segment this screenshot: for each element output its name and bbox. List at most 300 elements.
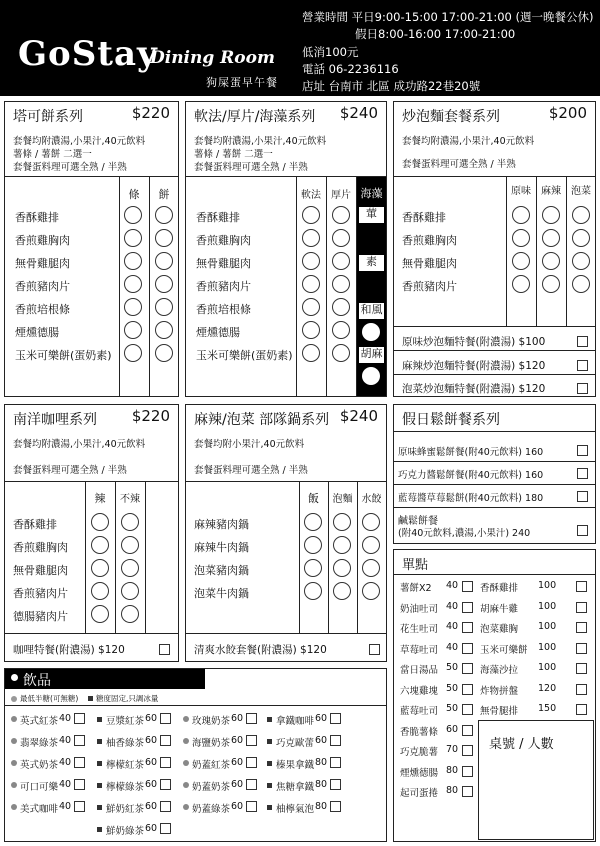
- square-icon: [97, 761, 102, 766]
- drink-price: 80: [315, 779, 328, 790]
- square-icon: [267, 805, 272, 810]
- single-item-price: 80: [446, 764, 459, 776]
- square-icon: [267, 783, 272, 788]
- drink-name: 檸檬紅茶: [106, 760, 145, 771]
- menu-item: 德腸豬肉片: [13, 610, 68, 623]
- menu-item: 香酥雞排: [402, 211, 446, 224]
- single-item-price: 40: [446, 621, 459, 632]
- single-item-name: 香脆薯條: [400, 726, 439, 738]
- col-header: 水餃: [361, 494, 382, 505]
- select-circle[interactable]: [572, 206, 590, 224]
- checkbox[interactable]: [246, 801, 257, 812]
- soft-note: 薯條 / 薯餅 二選一: [194, 149, 273, 160]
- single-item-name: 炸物拼盤: [480, 685, 519, 697]
- curry-section: [4, 404, 179, 662]
- menu-item: 香煎雞胸肉: [13, 541, 68, 554]
- select-circle[interactable]: [542, 229, 560, 247]
- single-item-name: 起司蛋捲: [400, 788, 439, 799]
- select-circle[interactable]: [304, 513, 322, 531]
- select-circle[interactable]: [91, 536, 109, 554]
- spicy-note: 套餐均附小果汁,40元飲料: [194, 439, 305, 450]
- header-banner: [0, 0, 600, 96]
- checkbox[interactable]: [462, 643, 473, 654]
- select-circle[interactable]: [155, 344, 173, 362]
- menu-item: 香煎豬肉片: [402, 280, 457, 293]
- divider: [566, 176, 567, 326]
- square-icon: [267, 717, 272, 722]
- select-circle[interactable]: [121, 559, 139, 577]
- hours-line1: 營業時間 平日9:00-15:00 17:00-21:00 (週一晚餐公休): [302, 10, 594, 24]
- checkbox[interactable]: [74, 801, 85, 812]
- select-circle[interactable]: [91, 513, 109, 531]
- menu-item: 香煎豬肉片: [15, 280, 70, 293]
- drink-price: 60: [145, 757, 158, 768]
- checkbox[interactable]: [160, 735, 171, 746]
- square-icon: [97, 739, 102, 744]
- checkbox[interactable]: [462, 622, 473, 633]
- select-circle[interactable]: [302, 206, 320, 224]
- soft-section: [185, 101, 387, 397]
- menu-item: 香煎雞胸肉: [402, 234, 457, 247]
- square-icon: [97, 717, 102, 722]
- drinks-section: [4, 668, 387, 842]
- square-icon: [97, 827, 102, 832]
- checkbox[interactable]: [159, 644, 170, 655]
- menu-item: 香煎豬肉片: [13, 587, 68, 600]
- menu-item: 泡菜豬肉鍋: [194, 564, 249, 577]
- checkbox[interactable]: [576, 704, 587, 715]
- menu-item: 香煎雞胸肉: [196, 234, 251, 247]
- select-circle[interactable]: [362, 323, 380, 341]
- select-circle[interactable]: [91, 582, 109, 600]
- drinks-note: 糖度固定,只調冰量: [96, 694, 159, 703]
- phone: 電話 06-2236116: [302, 62, 399, 76]
- select-circle[interactable]: [155, 229, 173, 247]
- logo-cn: 狗屎蛋早午餐: [206, 76, 278, 89]
- checkbox[interactable]: [330, 735, 341, 746]
- noodle-section: [393, 101, 596, 397]
- checkbox[interactable]: [160, 713, 171, 724]
- spicy-section: [185, 404, 387, 662]
- select-circle[interactable]: [302, 344, 320, 362]
- dot-icon: [11, 782, 17, 788]
- muffin-item: 原味蜂蜜鬆餅餐(附40元飲料) 160: [398, 447, 544, 458]
- single-item-price: 50: [446, 662, 459, 673]
- dot-icon: [11, 696, 17, 702]
- divider: [145, 481, 146, 633]
- option-sesame: 胡麻: [359, 347, 384, 363]
- select-circle[interactable]: [332, 298, 350, 316]
- noodle-special: 泡菜炒泡麵特餐(附濃湯) $120: [402, 383, 546, 395]
- checkbox[interactable]: [246, 713, 257, 724]
- drink-name: 焦糖拿鐵: [276, 782, 315, 793]
- checkbox[interactable]: [160, 757, 171, 768]
- menu-item: 麻辣牛肉鍋: [194, 541, 249, 554]
- menu-item: 無骨雞腿肉: [402, 257, 457, 270]
- checkbox[interactable]: [577, 360, 588, 371]
- divider: [394, 461, 595, 462]
- checkbox[interactable]: [576, 602, 587, 613]
- checkbox[interactable]: [246, 779, 257, 790]
- muffin-section: [393, 404, 596, 544]
- spicy-title: 麻辣/泡菜 部隊鍋系列: [194, 412, 330, 428]
- drink-price: 60: [231, 801, 244, 812]
- divider: [394, 350, 595, 351]
- col-header: 原味: [511, 186, 531, 197]
- address: 店址 台南市 北區 成功路22巷20號: [302, 79, 481, 93]
- checkbox[interactable]: [330, 801, 341, 812]
- drink-name: 巧克歐蕾: [276, 738, 315, 749]
- checkbox[interactable]: [74, 735, 85, 746]
- dot-icon: [183, 716, 189, 722]
- dot-icon: [183, 738, 189, 744]
- curry-special: 咖哩特餐(附濃湯) $120: [13, 644, 125, 656]
- drink-name: 拿鐵咖啡: [276, 716, 315, 727]
- taco-note: 套餐蛋料理可選全熟 / 半熟: [13, 162, 127, 173]
- divider: [394, 574, 595, 575]
- select-circle[interactable]: [512, 206, 530, 224]
- dot-icon: [183, 804, 189, 810]
- dot-icon: [11, 716, 17, 722]
- select-circle[interactable]: [512, 229, 530, 247]
- single-item-price: 100: [538, 662, 557, 673]
- option-meat[interactable]: 葷: [359, 207, 384, 223]
- select-circle[interactable]: [332, 321, 350, 339]
- soft-note: 套餐蛋料理可選全熟 / 半熟: [194, 162, 308, 173]
- select-circle[interactable]: [362, 513, 380, 531]
- col-header: 軟法: [301, 190, 321, 201]
- col-header: 泡菜: [571, 186, 591, 197]
- single-item-name: 當日湯品: [400, 665, 439, 676]
- noodle-special: 麻辣炒泡麵特餐(附濃湯) $120: [402, 360, 546, 372]
- select-circle[interactable]: [124, 252, 142, 270]
- select-circle[interactable]: [124, 206, 142, 224]
- select-circle[interactable]: [332, 275, 350, 293]
- single-item-name: 煙燻德腸: [400, 767, 439, 779]
- checkbox[interactable]: [330, 713, 341, 724]
- muffin-salty-note: (附40元飲料,濃湯,小果汁) 240: [398, 528, 531, 539]
- seaweed-column: [357, 177, 386, 396]
- select-circle[interactable]: [332, 344, 350, 362]
- select-circle[interactable]: [512, 252, 530, 270]
- menu-item: 香煎培根條: [15, 303, 70, 316]
- menu-item: 煙燻德腸: [15, 326, 59, 339]
- select-circle[interactable]: [362, 559, 380, 577]
- drink-name: 英式紅茶: [20, 716, 59, 727]
- drink-price: 40: [59, 757, 72, 768]
- single-item-name: 香酥雞排: [480, 583, 519, 594]
- menu-item: 無骨雞腿肉: [13, 564, 68, 577]
- select-circle[interactable]: [542, 252, 560, 270]
- menu-item: 香酥雞排: [196, 211, 240, 224]
- divider: [394, 374, 595, 375]
- divider: [5, 705, 386, 706]
- select-circle[interactable]: [124, 298, 142, 316]
- select-circle[interactable]: [124, 344, 142, 362]
- col-header: 泡麵: [332, 494, 353, 505]
- dot-icon: [11, 760, 17, 766]
- single-item-name: 海藻沙拉: [480, 665, 519, 676]
- drink-name: 柚香綠茶: [106, 738, 145, 749]
- curry-price: $220: [131, 407, 170, 425]
- checkbox[interactable]: [462, 704, 473, 715]
- noodle-note: 套餐均附濃湯,小果汁,40元飲料: [402, 136, 535, 147]
- select-circle[interactable]: [304, 559, 322, 577]
- select-circle[interactable]: [362, 536, 380, 554]
- drink-price: 60: [231, 713, 244, 724]
- col-header: 辣: [94, 492, 106, 505]
- col-header: 厚片: [331, 190, 351, 201]
- menu-item: 麻辣豬肉鍋: [194, 518, 249, 531]
- checkbox[interactable]: [369, 644, 380, 655]
- select-circle[interactable]: [302, 252, 320, 270]
- drink-price: 40: [59, 801, 72, 812]
- select-circle[interactable]: [572, 275, 590, 293]
- drink-price: 60: [231, 757, 244, 768]
- divider: [5, 176, 178, 177]
- drink-price: 40: [59, 713, 72, 724]
- checkbox[interactable]: [576, 581, 587, 592]
- taco-note: 薯條 / 薯餅 二選一: [13, 149, 92, 160]
- divider: [149, 176, 150, 396]
- col-header: 不辣: [120, 494, 140, 505]
- curry-note: 套餐均附濃湯,小果汁,40元飲料: [13, 439, 146, 450]
- select-circle[interactable]: [304, 582, 322, 600]
- single-item-price: 40: [446, 641, 459, 653]
- drink-price: 80: [315, 801, 328, 812]
- select-circle[interactable]: [332, 206, 350, 224]
- checkbox[interactable]: [462, 725, 473, 736]
- menu-item: 香酥雞排: [15, 211, 59, 224]
- checkbox[interactable]: [160, 823, 171, 834]
- divider: [394, 431, 595, 432]
- menu-item: 香酥雞排: [13, 518, 57, 531]
- muffin-salty: 鹹鬆餅餐: [398, 516, 438, 527]
- drink-name: 榛果拿鐵: [276, 760, 315, 771]
- select-circle[interactable]: [302, 275, 320, 293]
- single-item-price: 100: [538, 621, 557, 632]
- single-item-price: 80: [446, 785, 459, 796]
- divider: [506, 176, 507, 326]
- drink-price: 60: [231, 779, 244, 790]
- square-icon: [88, 696, 93, 701]
- checkbox[interactable]: [576, 643, 587, 654]
- drink-price: 60: [145, 779, 158, 790]
- drink-price: 60: [145, 823, 158, 834]
- select-circle[interactable]: [121, 513, 139, 531]
- drinks-title: 飲品: [23, 673, 51, 689]
- checkbox[interactable]: [576, 663, 587, 674]
- select-circle[interactable]: [512, 275, 530, 293]
- single-item-price: 100: [538, 580, 557, 591]
- square-icon: [97, 805, 102, 810]
- checkbox[interactable]: [160, 779, 171, 790]
- checkbox[interactable]: [576, 622, 587, 633]
- checkbox[interactable]: [330, 779, 341, 790]
- select-circle[interactable]: [333, 582, 351, 600]
- select-circle[interactable]: [333, 559, 351, 577]
- checkbox[interactable]: [577, 525, 588, 536]
- table-number-box[interactable]: [478, 720, 594, 840]
- select-circle[interactable]: [121, 582, 139, 600]
- menu-item: 香煎培根條: [196, 303, 251, 316]
- hours-line2: 假日8:00-16:00 17:00-21:00: [355, 27, 516, 41]
- single-item-price: 100: [538, 600, 557, 612]
- checkbox[interactable]: [577, 468, 588, 479]
- logo: [18, 34, 288, 94]
- drink-name: 奶蓋奶茶: [192, 782, 231, 793]
- col-header: 海藻: [360, 187, 383, 200]
- checkbox[interactable]: [462, 684, 473, 695]
- noodle-title: 炒泡麵套餐系列: [402, 109, 500, 125]
- col-header: 條: [128, 188, 140, 201]
- checkbox[interactable]: [577, 491, 588, 502]
- single-section: [393, 549, 596, 842]
- divider: [394, 484, 595, 485]
- select-circle[interactable]: [124, 321, 142, 339]
- drinks-header: [5, 669, 205, 689]
- select-circle[interactable]: [302, 298, 320, 316]
- drink-name: 海鹽奶茶: [192, 738, 231, 749]
- drink-name: 鮮奶綠茶: [106, 826, 145, 837]
- divider: [326, 176, 327, 396]
- divider: [186, 633, 386, 634]
- checkbox[interactable]: [577, 336, 588, 347]
- divider: [536, 176, 537, 326]
- select-circle[interactable]: [332, 252, 350, 270]
- col-header: 麻辣: [541, 186, 561, 197]
- drink-price: 40: [59, 779, 72, 790]
- select-circle[interactable]: [362, 582, 380, 600]
- drink-price: 60: [315, 713, 328, 724]
- drink-name: 檸檬綠茶: [106, 782, 145, 793]
- single-item-name: 玉米可樂餅: [480, 644, 528, 656]
- select-circle[interactable]: [155, 298, 173, 316]
- drink-price: 60: [145, 713, 158, 724]
- select-circle[interactable]: [572, 252, 590, 270]
- select-circle[interactable]: [333, 513, 351, 531]
- single-item-price: 50: [446, 703, 459, 714]
- select-circle[interactable]: [124, 229, 142, 247]
- select-circle[interactable]: [572, 229, 590, 247]
- select-circle[interactable]: [155, 252, 173, 270]
- select-circle[interactable]: [302, 321, 320, 339]
- select-circle[interactable]: [304, 536, 322, 554]
- divider: [5, 633, 178, 634]
- single-item-name: 泡菜雞胸: [480, 624, 519, 635]
- single-item-name: 無骨腿排: [480, 706, 519, 717]
- select-circle[interactable]: [91, 605, 109, 623]
- taco-title: 塔可餅系列: [13, 109, 83, 125]
- single-item-name: 胡麻牛雞: [480, 603, 519, 615]
- checkbox[interactable]: [462, 663, 473, 674]
- select-circle[interactable]: [155, 275, 173, 293]
- drink-name: 柚檸氣泡: [276, 804, 315, 815]
- col-header: 飯: [308, 492, 319, 505]
- drink-name: 豆漿紅茶: [106, 716, 145, 727]
- checkbox[interactable]: [462, 745, 473, 756]
- checkbox[interactable]: [462, 581, 473, 592]
- drink-price: 60: [231, 735, 244, 746]
- bullet-icon: [11, 674, 18, 681]
- col-header: 餅: [158, 188, 170, 201]
- dot-icon: [11, 738, 17, 744]
- select-circle[interactable]: [332, 229, 350, 247]
- drink-name: 玫瑰奶茶: [192, 716, 231, 727]
- select-circle[interactable]: [362, 367, 380, 385]
- select-circle[interactable]: [91, 559, 109, 577]
- single-item-name: 藍莓吐司: [400, 706, 439, 717]
- select-circle[interactable]: [121, 605, 139, 623]
- noodle-special: 原味炒泡麵特餐(附濃湯) $100: [402, 336, 546, 348]
- menu-item: 無骨雞腿肉: [196, 257, 251, 270]
- option-veg[interactable]: 素: [359, 255, 384, 271]
- menu-item: 玉米可樂餅(蛋奶素): [15, 349, 112, 362]
- checkbox[interactable]: [160, 801, 171, 812]
- select-circle[interactable]: [155, 206, 173, 224]
- single-item-name: 花生吐司: [400, 624, 439, 635]
- divider: [394, 176, 595, 177]
- curry-note: 套餐蛋料理可選全熟 / 半熟: [13, 465, 127, 476]
- single-item-name: 六塊雞塊: [400, 685, 439, 697]
- spicy-special: 清爽水餃套餐(附濃湯) $120: [194, 644, 327, 656]
- drink-name: 奶蓋綠茶: [192, 804, 231, 815]
- select-circle[interactable]: [333, 536, 351, 554]
- dot-icon: [183, 782, 189, 788]
- checkbox[interactable]: [462, 766, 473, 777]
- checkbox[interactable]: [246, 757, 257, 768]
- select-circle[interactable]: [542, 206, 560, 224]
- checkbox[interactable]: [74, 779, 85, 790]
- select-circle[interactable]: [124, 275, 142, 293]
- square-icon: [267, 739, 272, 744]
- menu-item: 泡菜牛肉鍋: [194, 587, 249, 600]
- checkbox[interactable]: [462, 602, 473, 613]
- checkbox[interactable]: [462, 786, 473, 797]
- checkbox[interactable]: [246, 735, 257, 746]
- single-item-name: 草莓吐司: [400, 644, 439, 656]
- spicy-note: 套餐蛋料理可選全熟 / 半熟: [194, 465, 308, 476]
- drink-name: 美式咖啡: [20, 804, 59, 815]
- select-circle[interactable]: [155, 321, 173, 339]
- checkbox[interactable]: [577, 445, 588, 456]
- checkbox[interactable]: [577, 383, 588, 394]
- divider: [296, 176, 297, 396]
- menu-item: 煙燻德腸: [196, 326, 240, 339]
- muffin-item: 巧克力醬鬆餅餐(附40元飲料) 160: [398, 470, 544, 481]
- single-item-price: 40: [446, 600, 459, 612]
- divider: [5, 481, 178, 482]
- taco-note: 套餐均附濃湯,小果汁,40元飲料: [13, 136, 146, 147]
- select-circle[interactable]: [542, 275, 560, 293]
- drink-price: 40: [59, 735, 72, 746]
- select-circle[interactable]: [121, 536, 139, 554]
- menu-item: 玉米可樂餅(蛋奶素): [196, 349, 293, 362]
- drinks-note: 最低半糖(可無糖): [20, 694, 79, 703]
- dot-icon: [183, 760, 189, 766]
- checkbox[interactable]: [576, 684, 587, 695]
- divider: [119, 176, 120, 396]
- single-item-price: 100: [538, 641, 557, 653]
- checkbox[interactable]: [330, 757, 341, 768]
- checkbox[interactable]: [74, 713, 85, 724]
- select-circle[interactable]: [302, 229, 320, 247]
- checkbox[interactable]: [74, 757, 85, 768]
- single-item-price: 70: [446, 744, 459, 755]
- drink-price: 80: [315, 757, 328, 768]
- dot-icon: [11, 804, 17, 810]
- spicy-price: $240: [339, 407, 378, 425]
